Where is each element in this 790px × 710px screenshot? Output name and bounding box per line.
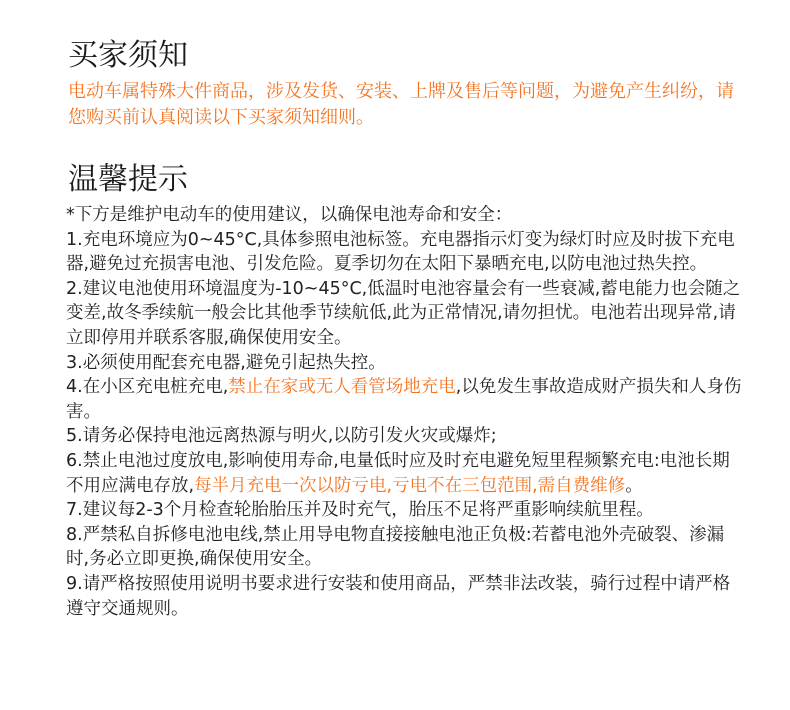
tip-item-4-highlight: 禁止在家或无人看管场地充电 [228, 377, 456, 398]
tip-item-5: 5.请务必保持电池远离热源与明火,以防引发火灾或爆炸; [66, 426, 497, 447]
tip-item-8: 8.严禁私自拆修电池电线,禁止用导电物直接接触电池正负极:若蓄电池外壳破裂、渗漏时,务必立即更换,确保使用安全。 [66, 524, 725, 570]
tip-item-4-text: 4.在小区充电桩充电, [66, 377, 229, 398]
buyer-notice-title: 买家须知 [68, 38, 188, 73]
tip-item-6-highlight: 每半月充电一次以防亏电,亏电不在三包范围,需自费维修 [194, 475, 626, 496]
tips-title: 温馨提示 [68, 162, 188, 197]
tip-item-6-text-end: 。 [625, 475, 643, 496]
tip-item-9: 9.请严格按照使用说明书要求进行安装和使用商品，严禁非法改装，骑行过程中请严格遵守交通规则。 [66, 573, 731, 619]
buyer-notice-text: 电动车属特殊大件商品，涉及发货、安装、上牌及售后等问题，为避免产生纠纷，请您购买前认真阅读以下买家须知细则。 [68, 81, 734, 128]
tips-body [66, 203, 746, 621]
tips-intro: *下方是维护电动车的使用建议，以确保电池寿命和安全： [66, 205, 513, 225]
tip-item-4 [66, 375, 746, 424]
tip-item-6 [66, 449, 746, 498]
tip-item-1: 1.充电环境应为0~45°C,具体参照电池标签。充电器指示灯变为绿灯时应及时拔下充电器,避免过充损害电池、引发危险。夏季切勿在太阳下暴晒充电,以防电池过热失控。 [66, 229, 735, 275]
tip-item-6-text: 6.禁止电池过度放电,影响使用寿命,电量低时应及时充电避免短里程频繁充电:电池长期不用应满电存放, [66, 450, 730, 496]
tip-item-2: 2.建议电池使用环境温度为-10~45°C,低温时电池容量会有一些衰减,蓄电能力也会随之变差,故冬季续航一般会比其他季节续航低,此为正常情况,请勿担忧。电池若出现异常,请立即停用并联系客服,确保使用安全。 [66, 278, 741, 348]
tip-item-4-text-end: ,以免发生事故造成财产损失和人身伤害。 [66, 377, 742, 422]
tip-item-3: 3.必须使用配套充电器,避免引起热失控。 [66, 352, 386, 373]
tip-item-7: 7.建议每2-3个月检查轮胎胎压并及时充气，胎压不足将严重影响续航里程。 [66, 500, 654, 521]
